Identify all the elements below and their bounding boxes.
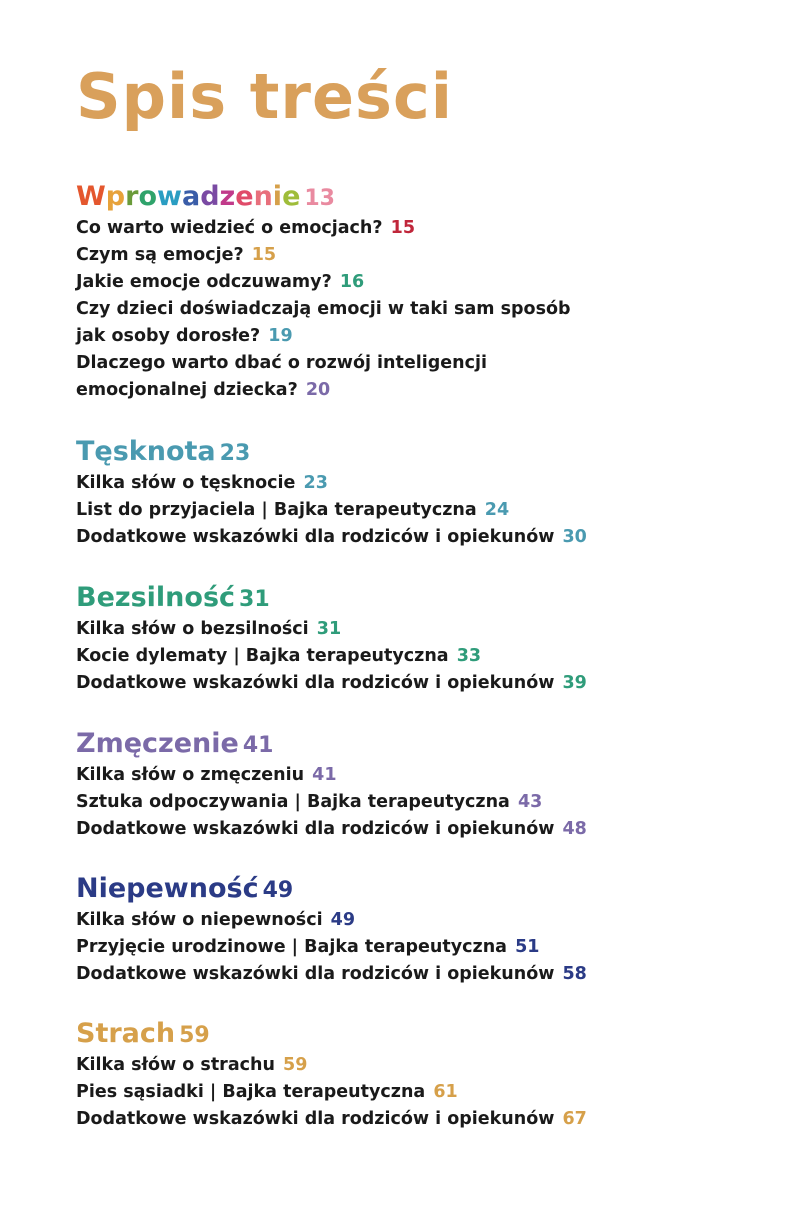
toc-entry[interactable] <box>76 323 776 350</box>
entry-title: emocjonalnej dziecka? <box>76 380 298 400</box>
toc-entry[interactable] <box>76 816 776 843</box>
entry-title: Czym są emocje? <box>76 245 244 265</box>
entry-title: Kilka słów o zmęczeniu <box>76 765 305 785</box>
entry-title: Czy dzieci doświadczają emocji w taki sam sposób <box>76 299 571 319</box>
entry-page-number: 30 <box>562 527 587 547</box>
section-title-tesknota: Tęsknota <box>76 436 216 467</box>
entry-title: Kilka słów o bezsilności <box>76 619 309 639</box>
entry-title: List do przyjaciela | Bajka terapeutyczna <box>76 500 477 520</box>
entry-title: Pies sąsiadki | Bajka terapeutyczna <box>76 1082 426 1102</box>
section-entries <box>76 616 776 697</box>
toc-entry[interactable] <box>76 762 776 789</box>
toc-entry[interactable] <box>76 377 776 404</box>
section-entries <box>76 907 776 988</box>
entry-title: Jakie emocje odczuwamy? <box>76 272 332 292</box>
heading-letter: W <box>76 181 106 212</box>
section-heading <box>76 582 776 616</box>
section-heading <box>76 873 776 907</box>
entry-title: Kilka słów o strachu <box>76 1055 275 1075</box>
page-title: Spis treści <box>76 60 453 133</box>
entry-page-number: 48 <box>562 819 587 839</box>
entry-title: Kocie dylematy | Bajka terapeutyczna <box>76 646 449 666</box>
entry-title: Przyjęcie urodzinowe | Bajka terapeutyczna <box>76 937 507 957</box>
toc-entry[interactable] <box>76 215 776 242</box>
section-page-number: 13 <box>304 186 335 211</box>
heading-letter: z <box>219 181 236 212</box>
entry-page-number: 31 <box>316 619 342 639</box>
heading-letter: d <box>200 181 220 212</box>
section-entries <box>76 1052 776 1133</box>
entry-page-number: 67 <box>562 1109 587 1129</box>
toc-entry[interactable] <box>76 1106 776 1133</box>
section-title-zmeczenie: Zmęczenie <box>76 728 239 759</box>
entry-page-number: 15 <box>251 245 277 265</box>
section-heading <box>76 436 776 470</box>
entry-title: Kilka słów o tęsknocie <box>76 473 296 493</box>
heading-letter: p <box>105 181 126 212</box>
toc-entry[interactable] <box>76 470 776 497</box>
section-heading <box>76 1018 776 1052</box>
section-title-wprowadzenie <box>76 181 300 212</box>
heading-letter: r <box>125 181 139 212</box>
entry-page-number: 39 <box>562 673 587 693</box>
heading-letter: o <box>138 181 158 212</box>
entry-title: jak osoby dorosłe? <box>76 326 261 346</box>
entry-page-number: 49 <box>330 910 356 930</box>
entry-title: Sztuka odpoczywania | Bajka terapeutyczna <box>76 792 510 812</box>
entry-title: Dodatkowe wskazówki dla rodziców i opiekunów <box>76 527 555 547</box>
toc-entry[interactable] <box>76 789 776 816</box>
entry-title: Dodatkowe wskazówki dla rodziców i opiekunów <box>76 673 555 693</box>
section-page-number: 49 <box>262 878 294 903</box>
toc-entry[interactable] <box>76 961 776 988</box>
section-strach <box>76 1018 776 1133</box>
toc-entry[interactable] <box>76 934 776 961</box>
section-entries <box>76 215 776 404</box>
heading-letter: e <box>282 181 301 212</box>
entry-page-number: 24 <box>484 500 510 520</box>
heading-letter: n <box>253 181 273 212</box>
section-page-number: 23 <box>219 441 251 466</box>
section-entries <box>76 470 776 551</box>
toc-entry[interactable] <box>76 616 776 643</box>
entry-page-number: 59 <box>283 1055 308 1075</box>
heading-letter: e <box>235 181 254 212</box>
entry-title: Kilka słów o niepewności <box>76 910 323 930</box>
section-heading <box>76 181 776 215</box>
toc-entry[interactable] <box>76 350 776 377</box>
toc-entry[interactable] <box>76 242 776 269</box>
section-entries <box>76 762 776 843</box>
entry-page-number: 51 <box>515 937 540 957</box>
section-title-niepewnosc: Niepewność <box>76 873 259 904</box>
section-tesknota <box>76 436 776 551</box>
section-heading <box>76 728 776 762</box>
entry-page-number: 19 <box>268 326 293 346</box>
entry-page-number: 61 <box>433 1082 458 1102</box>
section-bezsilnosc <box>76 582 776 697</box>
heading-letter: a <box>181 181 201 212</box>
entry-page-number: 33 <box>456 646 482 666</box>
section-wprowadzenie <box>76 181 776 404</box>
section-title-bezsilnosc: Bezsilność <box>76 582 236 613</box>
entry-page-number: 16 <box>339 272 365 292</box>
toc-entry[interactable] <box>76 524 776 551</box>
section-niepewnosc <box>76 873 776 988</box>
entry-page-number: 58 <box>562 964 587 984</box>
toc-entry[interactable] <box>76 269 776 296</box>
toc-entry[interactable] <box>76 296 776 323</box>
section-page-number: 59 <box>179 1023 210 1048</box>
section-page-number: 31 <box>239 587 270 612</box>
heading-letter: i <box>272 181 283 212</box>
entry-title: Dodatkowe wskazówki dla rodziców i opiekunów <box>76 1109 555 1129</box>
entry-page-number: 41 <box>312 765 337 785</box>
entry-page-number: 20 <box>305 380 331 400</box>
section-page-number: 41 <box>242 733 274 758</box>
toc-entry[interactable] <box>76 497 776 524</box>
entry-title: Dodatkowe wskazówki dla rodziców i opiekunów <box>76 819 555 839</box>
entry-title: Dodatkowe wskazówki dla rodziców i opiekunów <box>76 964 555 984</box>
section-title-strach: Strach <box>76 1018 176 1049</box>
entry-page-number: 15 <box>390 218 415 238</box>
toc-entry[interactable] <box>76 907 776 934</box>
toc-entry[interactable] <box>76 670 776 697</box>
toc-entry[interactable] <box>76 1052 776 1079</box>
heading-letter: w <box>157 181 182 212</box>
toc-entry[interactable] <box>76 1079 776 1106</box>
entry-page-number: 23 <box>303 473 328 493</box>
section-zmeczenie <box>76 728 776 843</box>
entry-page-number: 43 <box>517 792 543 812</box>
toc-entry[interactable] <box>76 643 776 670</box>
entry-title: Co warto wiedzieć o emocjach? <box>76 218 383 238</box>
entry-title: Dlaczego warto dbać o rozwój inteligencji <box>76 353 487 373</box>
